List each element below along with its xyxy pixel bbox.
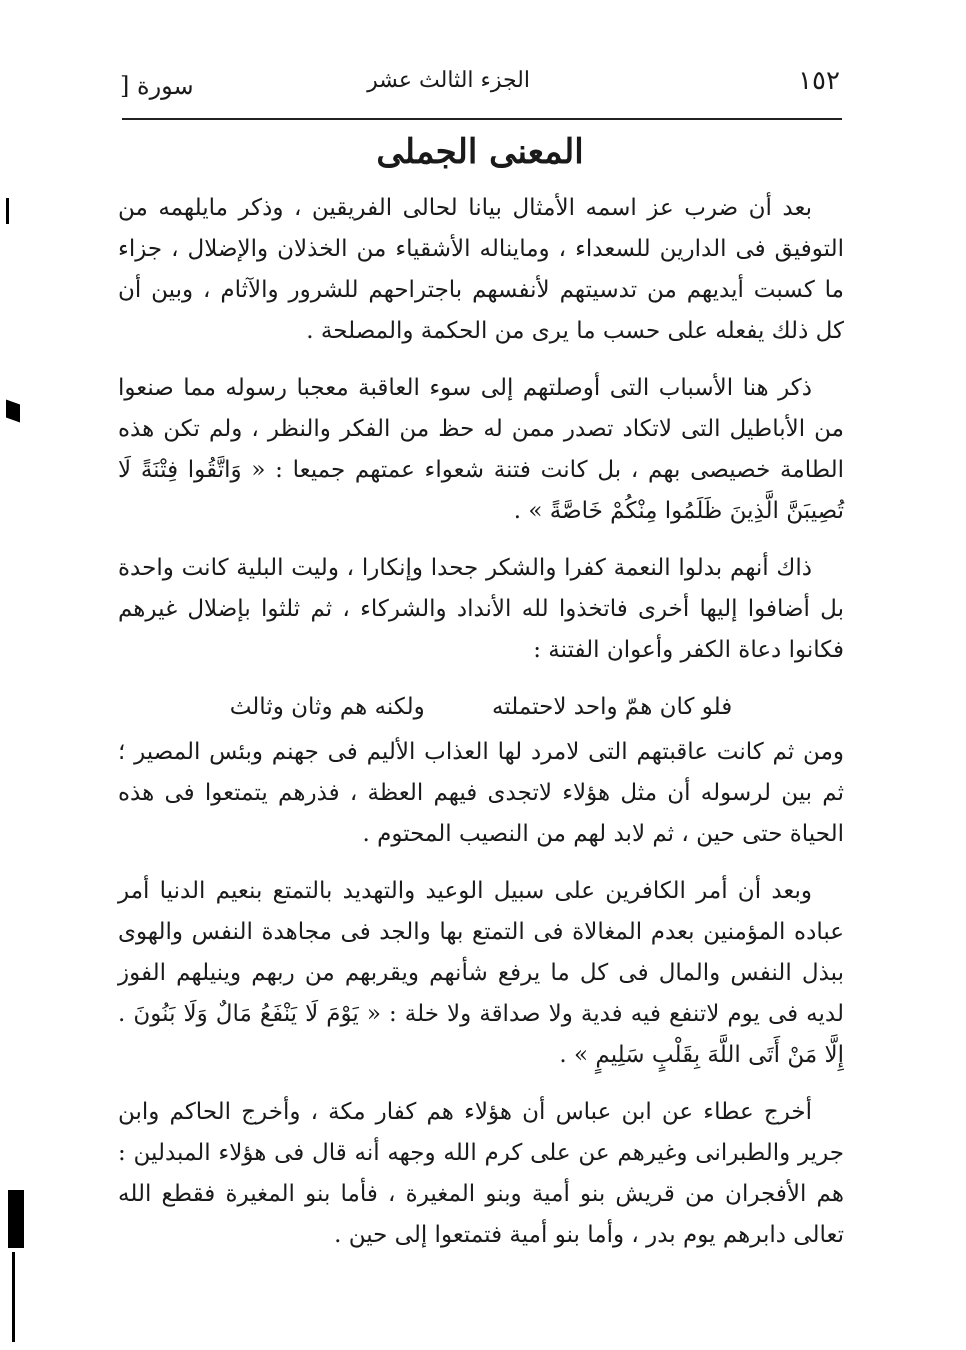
surah-label: سورة [ — [120, 72, 194, 100]
scan-mark — [6, 399, 20, 422]
paragraph: بعد أن ضرب عز اسمه الأمثال بيانا لحالى الفريقين ، وذكر مايلهمه من التوفيق فى الدارين للسعداء ، ومايناله الأشقياء من الخذلان والإضلال ، جزاء ما كسبت أيديهم من تدسيتهم لأنفسهم باجتراحهم للشرور والآثام ، وبين أن كل ذلك يفعله على حسب ما يرى من الحكمة والمصلحة . — [118, 195, 844, 344]
poetry-verse — [118, 687, 844, 728]
verse-hemistich-2: ولكنه هم وثان وثالث — [229, 694, 425, 720]
page-number: ١٥٢ — [798, 66, 840, 96]
scan-mark — [8, 1190, 24, 1248]
header-rule — [122, 118, 842, 120]
paragraph: ذكر هنا الأسباب التى أوصلتهم إلى سوء العاقبة معجبا رسوله مما صنعوا من الأباطيل التى لاتكاد تصدر ممن له حظ من الفكر والنظر ، ولم تكن هذه الطامة خصيصى بهم ، بل كانت فتنة شعواء عمتهم جميعا : « وَاتَّقُوا فِتْنَةً لَا تُصِيبَنَّ الَّذِينَ ظَلَمُوا مِنْكُمْ خَاصَّةً » . — [118, 375, 844, 524]
paragraph: وبعد أن أمر الكافرين على سبيل الوعيد والتهديد بالتمتع بنعيم الدنيا أمر عباده المؤمنين بعدم المغالاة فى التمتع بها والجد فى مجاهدة النفس والهوى ببذل النفس والمال فى كل ما يرفع شأنهم ويقربهم من ربهم وينيلهم الفوز لديه فى يوم لاتنفع فيه فدية ولا صداقة ولا خلة : « يَوْمَ لَا يَنْفَعُ مَالٌ وَلَا بَنُونَ . إِلَّا مَنْ أَتَى اللَّهَ بِقَلْبٍ سَلِيمٍ » . — [118, 878, 844, 1068]
body-text — [118, 188, 844, 1272]
running-title: الجزء الثالث عشر — [367, 68, 530, 93]
paragraph: ذاك أنهم بدلوا النعمة كفرا والشكر جحدا وإنكارا ، وليت البلية كانت واحدة بل أضافوا إليها أخرى فاتخذوا لله الأنداد والشركاء ، ثم ثلثوا بإضلال غيرهم فكانوا دعاة الكفر وأعوان الفتنة : — [118, 555, 844, 663]
page-header — [120, 62, 840, 112]
scan-mark — [12, 1252, 15, 1342]
scan-edge-marks — [0, 0, 30, 1350]
verse-hemistich-1: فلو كان همّ واحد لاحتملته — [492, 694, 733, 720]
paragraph: أخرج عطاء عن ابن عباس أن هؤلاء هم كفار مكة ، وأخرج الحاكم وابن جرير والطبرانى وغيرهم عن على كرم الله وجهه أنه قال فى هؤلاء المبدلين : هم الأفجران من قريش بنو أمية وبنو المغيرة ، فأما بنو المغيرة فقطع الله تعالى دابرهم يوم بدر ، وأما بنو أمية فتمتعوا إلى حين . — [118, 1099, 844, 1248]
paragraph: ومن ثم كانت عاقبتهم التى لامرد لها العذاب الأليم فى جهنم وبئس المصير ؛ ثم بين لرسوله أن مثل هؤلاء لاتجدى فيهم العظة ، فذرهم يتمتعوا فى هذه الحياة حتى حين ، ثم لابد لهم من النصيب المحتوم . — [118, 739, 844, 847]
scan-mark — [6, 198, 9, 224]
section-title: المعنى الجملى — [376, 132, 584, 172]
